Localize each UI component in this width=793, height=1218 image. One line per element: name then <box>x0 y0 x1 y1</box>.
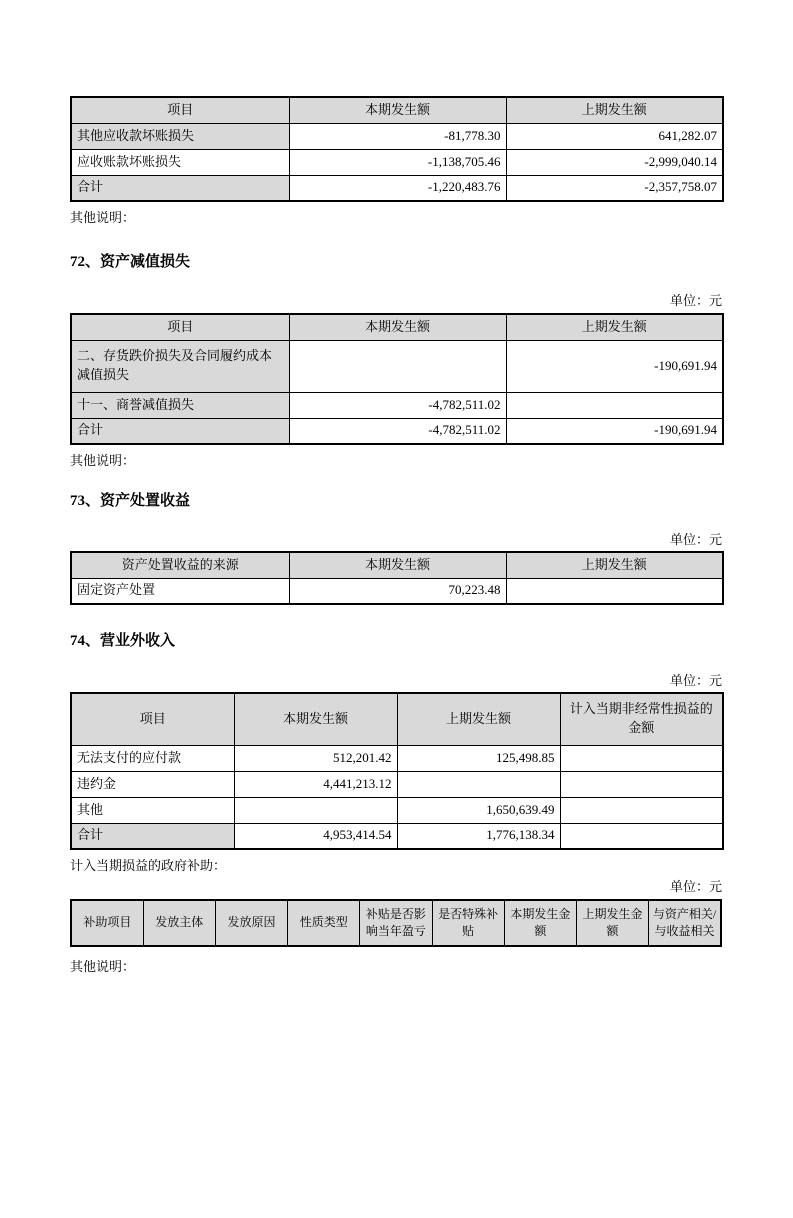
total-label-cell: 合计 <box>71 418 289 444</box>
total-label-cell: 合计 <box>71 175 289 201</box>
subsidy-note: 计入当期损益的政府补助： <box>70 858 227 873</box>
table-total-row <box>71 175 723 201</box>
column-header: 发放主体 <box>143 900 215 946</box>
value-cell <box>560 797 723 823</box>
bad-debt-loss-table <box>70 96 724 202</box>
other-note: 其他说明： <box>70 959 136 974</box>
value-cell <box>397 771 560 797</box>
column-header: 补助项目 <box>71 900 143 946</box>
unit-label: 单位：元 <box>669 673 722 688</box>
value-cell <box>234 797 397 823</box>
table-row <box>71 123 723 149</box>
value-cell: -190,691.94 <box>506 418 723 444</box>
table-header-row <box>71 693 723 745</box>
value-cell <box>506 392 723 418</box>
item-cell: 十一、商誉减值损失 <box>71 392 289 418</box>
item-cell: 其他 <box>71 797 234 823</box>
table-row <box>71 797 723 823</box>
section-74-title: 74、营业外收入 <box>70 633 176 649</box>
total-label-cell: 合计 <box>71 823 234 849</box>
column-header: 本期发生额 <box>289 552 506 578</box>
table-row <box>71 392 723 418</box>
other-note: 其他说明： <box>70 453 136 468</box>
column-header: 本期发生金额 <box>504 900 576 946</box>
column-header: 本期发生额 <box>289 314 506 340</box>
unit-label: 单位：元 <box>669 293 722 308</box>
table-total-row <box>71 823 723 849</box>
column-header: 性质类型 <box>288 900 360 946</box>
item-cell: 违约金 <box>71 771 234 797</box>
column-header: 发放原因 <box>215 900 287 946</box>
table-total-row <box>71 418 723 444</box>
column-header: 计入当期非经常性损益的金额 <box>560 693 723 745</box>
other-note: 其他说明： <box>70 210 136 225</box>
column-header: 补贴是否影响当年盈亏 <box>360 900 432 946</box>
item-cell: 应收账款坏账损失 <box>71 149 289 175</box>
column-header: 是否特殊补贴 <box>432 900 504 946</box>
section-72-title: 72、资产减值损失 <box>70 254 191 270</box>
table-header-row <box>71 900 721 946</box>
section-73-title: 73、资产处置收益 <box>70 493 191 509</box>
value-cell <box>560 823 723 849</box>
column-header: 资产处置收益的来源 <box>71 552 289 578</box>
value-cell: 1,776,138.34 <box>397 823 560 849</box>
column-header: 与资产相关/与收益相关 <box>649 900 721 946</box>
table-row <box>71 340 723 392</box>
non-operating-income-table <box>70 692 724 850</box>
column-header: 项目 <box>71 693 234 745</box>
value-cell: -190,691.94 <box>506 340 723 392</box>
value-cell <box>506 578 723 604</box>
asset-disposal-table <box>70 551 724 605</box>
column-header: 上期发生额 <box>506 314 723 340</box>
column-header: 上期发生金额 <box>576 900 648 946</box>
value-cell <box>560 745 723 771</box>
item-cell: 其他应收款坏账损失 <box>71 123 289 149</box>
value-cell: 4,953,414.54 <box>234 823 397 849</box>
value-cell: 1,650,639.49 <box>397 797 560 823</box>
column-header: 上期发生额 <box>397 693 560 745</box>
unit-label: 单位：元 <box>669 879 722 894</box>
column-header: 上期发生额 <box>506 552 723 578</box>
table-header-row <box>71 552 723 578</box>
value-cell: -4,782,511.02 <box>289 418 506 444</box>
value-cell: 4,441,213.12 <box>234 771 397 797</box>
value-cell <box>289 340 506 392</box>
value-cell: 70,223.48 <box>289 578 506 604</box>
value-cell: -2,999,040.14 <box>506 149 723 175</box>
value-cell: -4,782,511.02 <box>289 392 506 418</box>
table-header-row <box>71 97 723 123</box>
item-cell: 无法支付的应付款 <box>71 745 234 771</box>
table-row <box>71 771 723 797</box>
value-cell: -1,220,483.76 <box>289 175 506 201</box>
column-header: 项目 <box>71 97 289 123</box>
unit-label: 单位：元 <box>669 532 722 547</box>
table-row <box>71 149 723 175</box>
column-header: 上期发生额 <box>506 97 723 123</box>
value-cell: -1,138,705.46 <box>289 149 506 175</box>
table-row <box>71 745 723 771</box>
value-cell <box>560 771 723 797</box>
asset-impairment-table <box>70 313 724 445</box>
column-header: 项目 <box>71 314 289 340</box>
value-cell: -2,357,758.07 <box>506 175 723 201</box>
value-cell: 512,201.42 <box>234 745 397 771</box>
item-cell: 固定资产处置 <box>71 578 289 604</box>
table-header-row <box>71 314 723 340</box>
value-cell: -81,778.30 <box>289 123 506 149</box>
column-header: 本期发生额 <box>234 693 397 745</box>
report-page <box>70 96 722 976</box>
column-header: 本期发生额 <box>289 97 506 123</box>
government-subsidy-table <box>70 899 722 947</box>
table-row <box>71 578 723 604</box>
item-cell: 二、存货跌价损失及合同履约成本减值损失 <box>71 340 289 392</box>
value-cell: 125,498.85 <box>397 745 560 771</box>
value-cell: 641,282.07 <box>506 123 723 149</box>
